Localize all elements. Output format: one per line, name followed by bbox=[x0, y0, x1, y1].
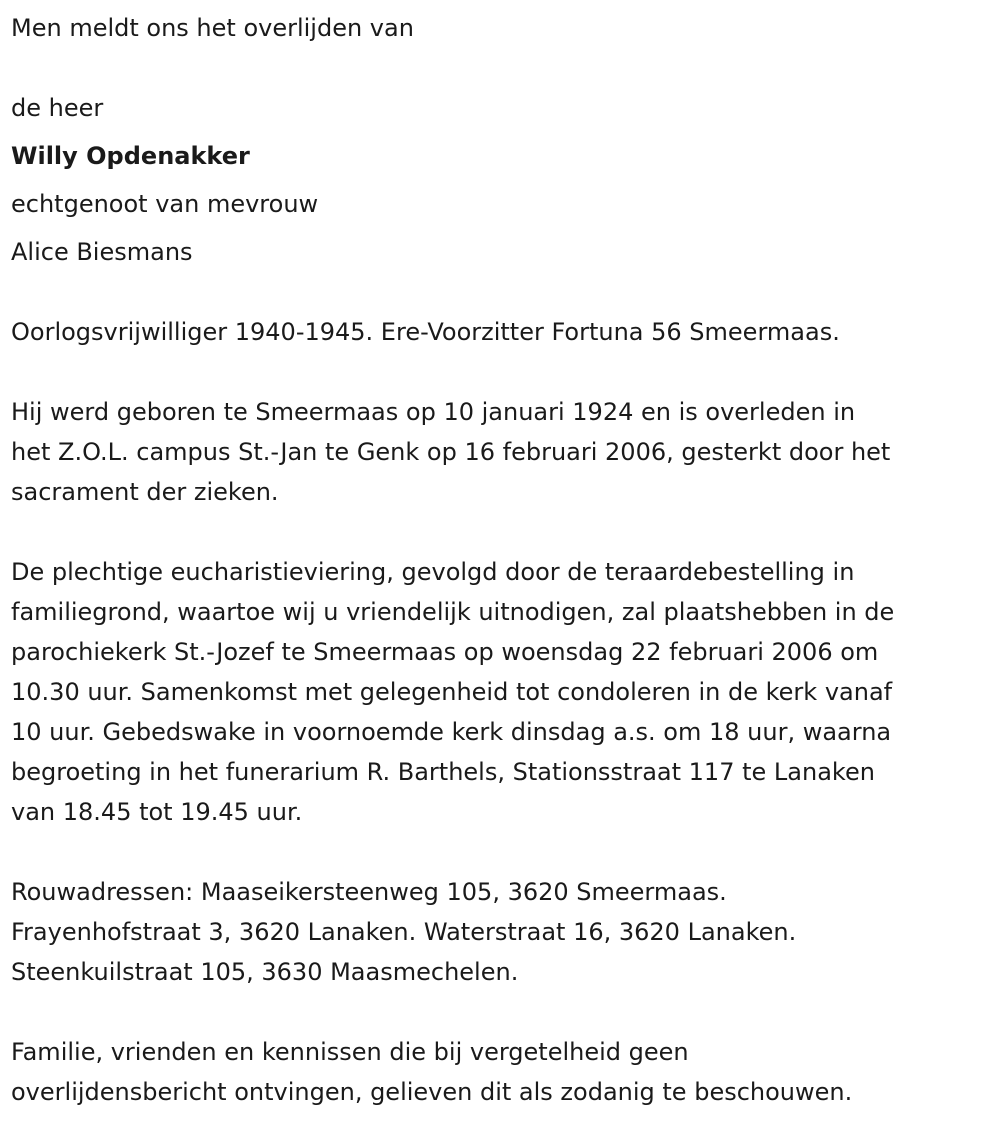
paragraph-line: Rouwadressen: Maaseikersteenweg 105, 3620 Smeermaas. bbox=[11, 878, 727, 906]
paragraph-line: parochiekerk St.-Jozef te Smeermaas op woensdag 22 februari 2006 om bbox=[11, 638, 879, 666]
title-prefix: de heer bbox=[11, 94, 104, 122]
intro-text: Men meldt ons het overlijden van bbox=[11, 14, 414, 42]
paragraph-line: Hij werd geboren te Smeermaas op 10 januari 1924 en is overleden in bbox=[11, 398, 856, 426]
paragraph-line: begroeting in het funerarium R. Barthels, Stationsstraat 117 te Lanaken bbox=[11, 758, 875, 786]
addresses-paragraph bbox=[11, 872, 990, 992]
death-notice bbox=[0, 8, 1000, 1134]
paragraph-line: 10 uur. Gebedswake in voornoemde kerk dinsdag a.s. om 18 uur, waarna bbox=[11, 718, 892, 746]
spouse-name: Alice Biesmans bbox=[11, 238, 193, 266]
ceremony-paragraph bbox=[11, 552, 990, 832]
paragraph-line: familiegrond, waartoe wij u vriendelijk uitnodigen, zal plaatshebben in de bbox=[11, 598, 895, 626]
paragraph-line: Familie, vrienden en kennissen die bij vergetelheid geen bbox=[11, 1038, 689, 1066]
birth-death-paragraph bbox=[11, 392, 990, 512]
spouse-label: echtgenoot van mevrouw bbox=[11, 190, 319, 218]
deceased-name: Willy Opdenakker bbox=[11, 142, 250, 170]
closing-paragraph bbox=[11, 1032, 990, 1112]
honors-line: Oorlogsvrijwilliger 1940-1945. Ere-Voorzitter Fortuna 56 Smeermaas. bbox=[11, 318, 840, 346]
honors-paragraph bbox=[11, 312, 990, 352]
paragraph-line: Frayenhofstraat 3, 3620 Lanaken. Waterstraat 16, 3620 Lanaken. bbox=[11, 918, 797, 946]
paragraph-line: sacrament der zieken. bbox=[11, 478, 279, 506]
paragraph-line: 10.30 uur. Samenkomst met gelegenheid tot condoleren in de kerk vanaf bbox=[11, 678, 893, 706]
paragraph-line: overlijdensbericht ontvingen, gelieven dit als zodanig te beschouwen. bbox=[11, 1078, 853, 1106]
paragraph-line: De plechtige eucharistieviering, gevolgd door de teraardebestelling in bbox=[11, 558, 855, 586]
paragraph-line: Steenkuilstraat 105, 3630 Maasmechelen. bbox=[11, 958, 519, 986]
paragraph-line: van 18.45 tot 19.45 uur. bbox=[11, 798, 303, 826]
paragraph-line: het Z.O.L. campus St.-Jan te Genk op 16 februari 2006, gesterkt door het bbox=[11, 438, 891, 466]
